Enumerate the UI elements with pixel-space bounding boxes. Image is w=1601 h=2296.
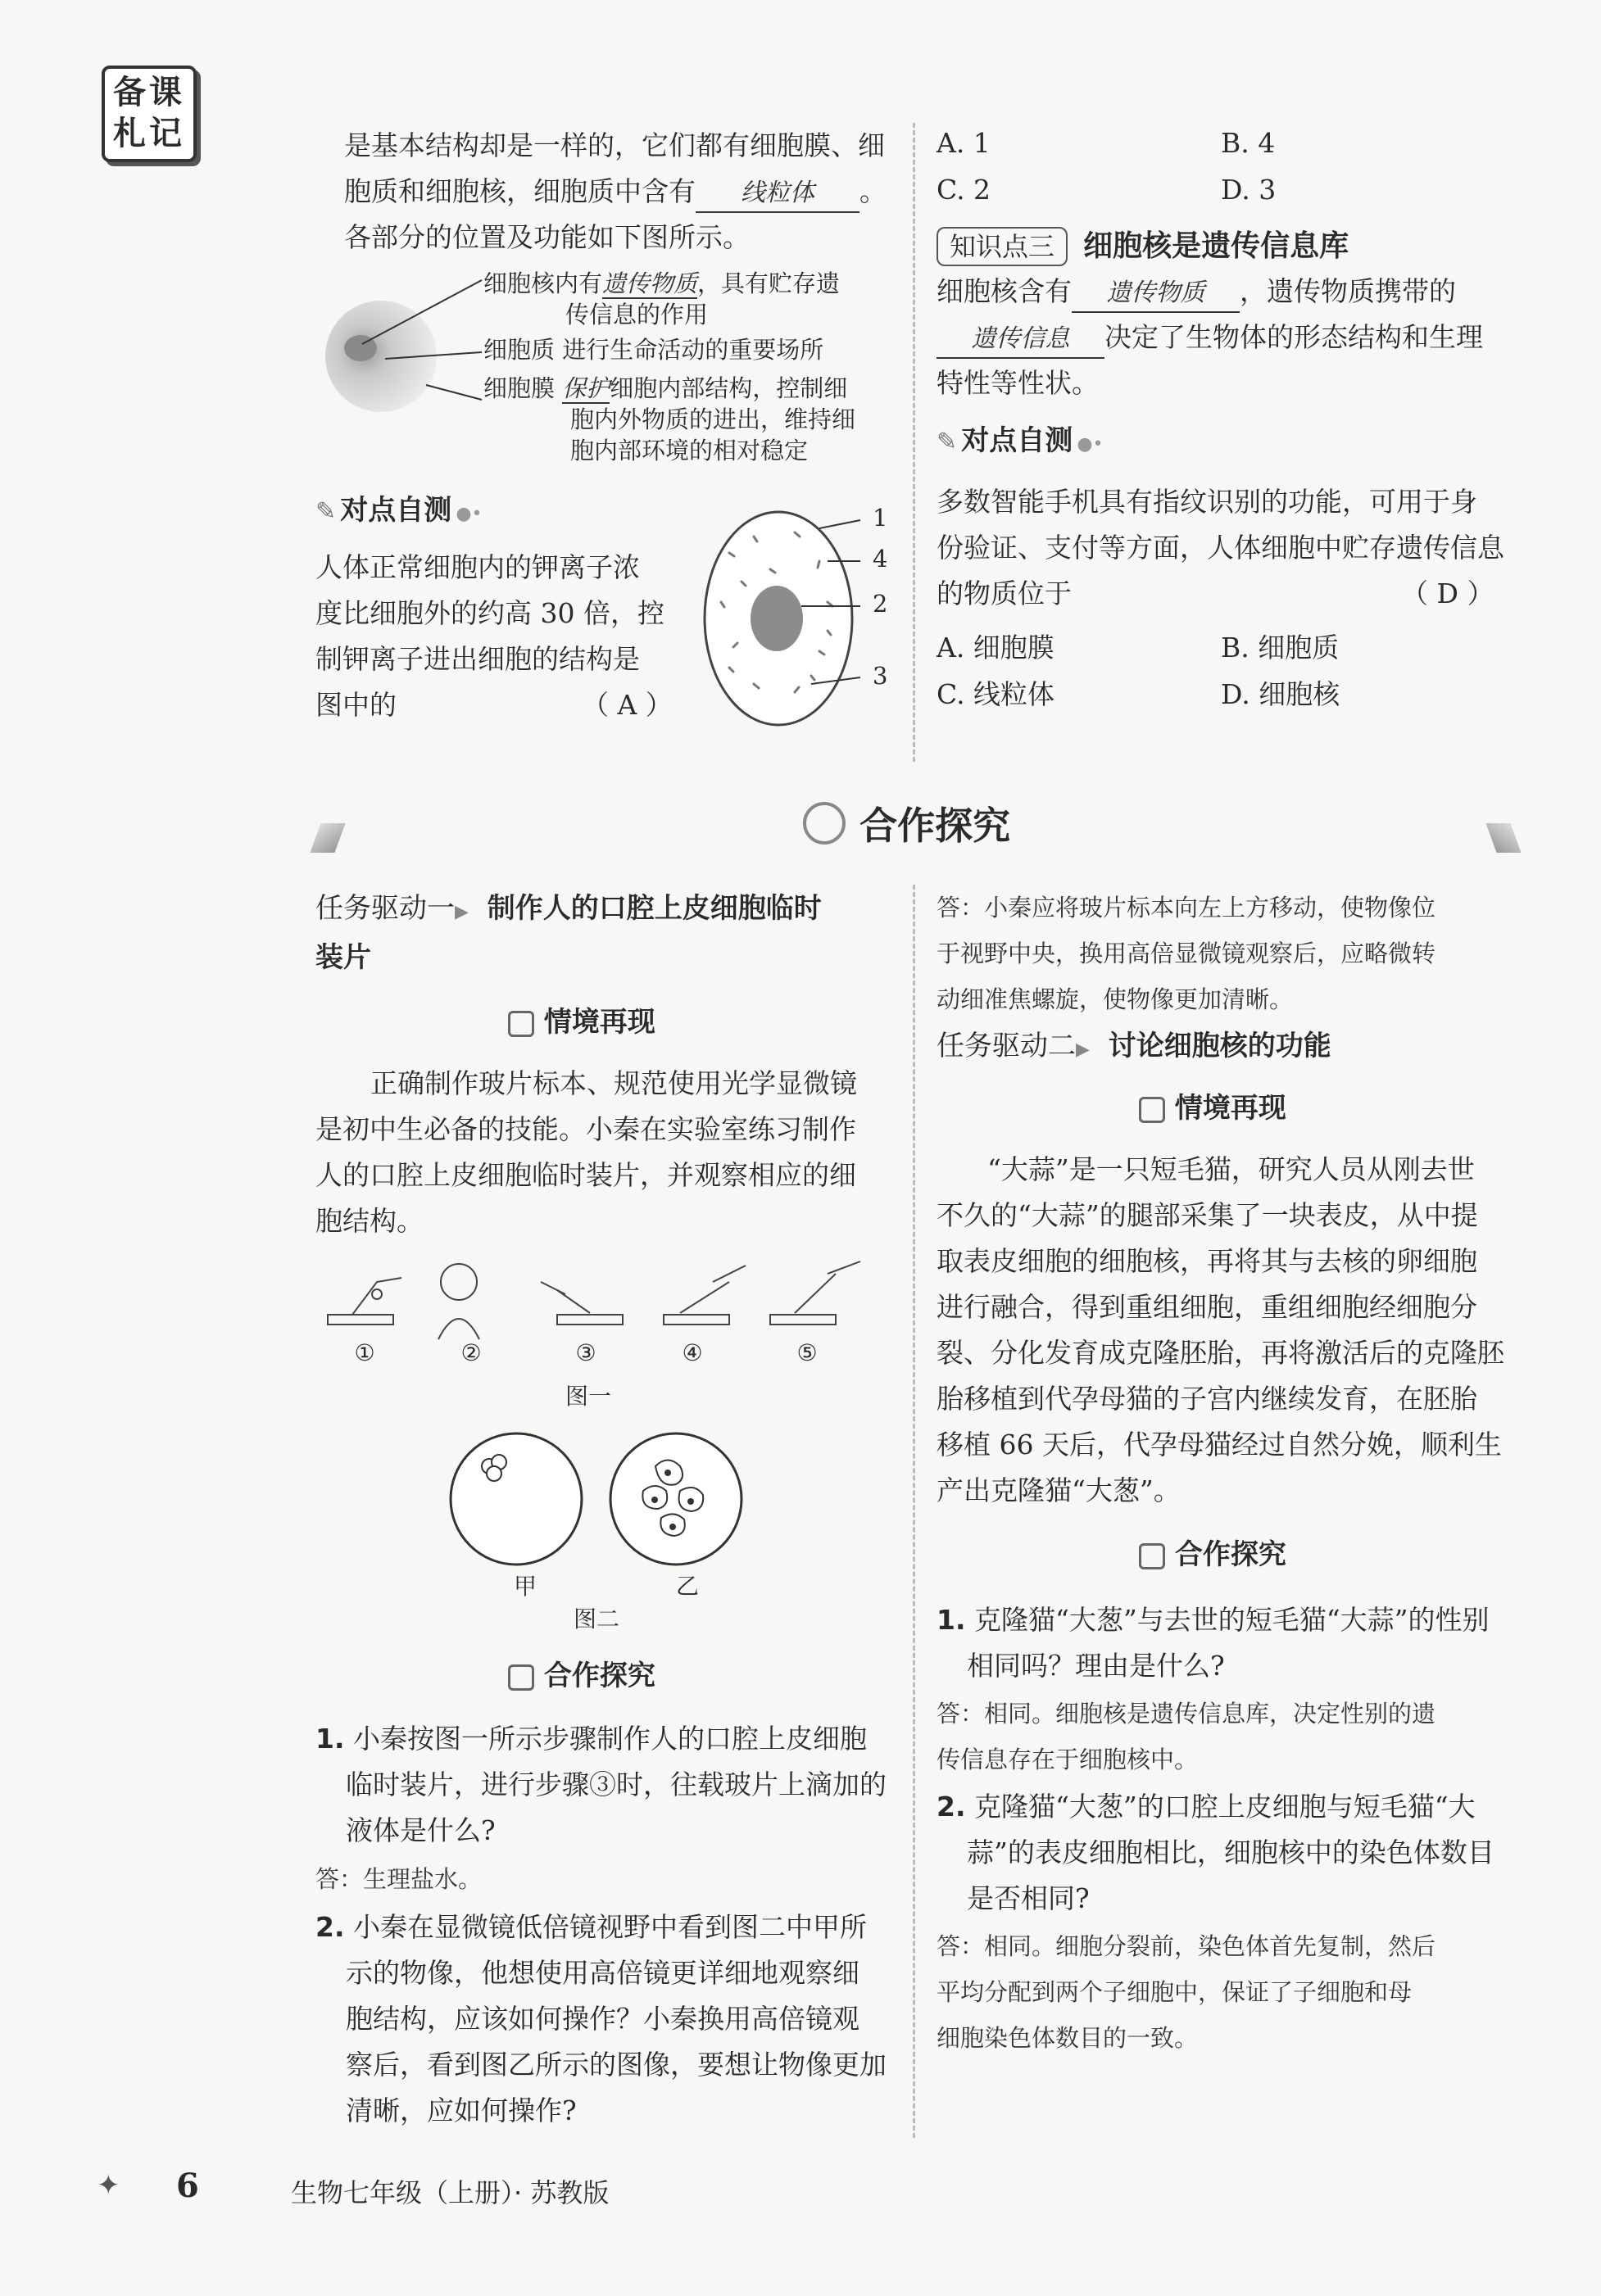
section-rule-right [1485,823,1521,853]
selftest-right-answer: （ D ） [1401,577,1494,609]
mitochondria-blank: 线粒体 [696,175,859,213]
scene-2-p4: 进行融合，得到重组细胞，重组细胞经细胞分 [937,1291,1477,1323]
cytoplasm-label: 细胞质 [483,336,556,364]
coop-heading-left [508,1653,655,1693]
book-icon [508,1011,534,1037]
selftest-right-heading [937,418,1104,458]
badge-line1: 备课 [113,74,185,111]
figure-2-label-jia: 甲 [514,1573,537,1600]
coop-heading-right [1139,1532,1286,1572]
q2-left-text-1: 小秦在显微镜低倍镜视野中看到图二中甲所 [353,1911,867,1943]
selftest-left-answer: （ A ） [582,689,673,721]
figure-1-caption: 图一 [565,1383,612,1410]
page-number: 6 [176,2167,199,2205]
kp-tag: 知识点三 [937,227,1068,266]
selftest-left-q4: 图中的 [315,689,397,721]
book-icon-4 [1139,1543,1165,1569]
kp-line-2 [937,315,1483,360]
step-5: ⑤ [796,1339,818,1366]
step-1: ① [354,1339,375,1366]
q2-left-line-5: 清晰，应如何操作? [346,2094,577,2126]
nucleus-desc-1 [483,268,840,299]
scene-2-p5: 裂、分化发育成克隆胚胎，再将激活后的克隆胚 [937,1337,1504,1369]
a2b-right-line-1: 答：相同。细胞分裂前，染色体首先复制，然后 [937,1932,1436,1960]
cell-label-1: 1 [873,504,888,532]
intro-line-2-post: 。 [859,175,887,207]
membrane-text-1: 细胞内部结构，控制细 [610,374,848,402]
a1-right-line-2: 传信息存在于细胞核中。 [937,1746,1199,1773]
coop-title-left: 合作探究 [543,1660,655,1692]
q2-left-line-2: 示的物像，他想使用高倍镜更详细地观察细 [346,1957,859,1989]
scene-2-p2: 不久的“大蒜”的腿部采集了一块表皮，从中提 [937,1199,1478,1231]
nucleus-text-pre: 内有 [555,269,603,297]
task-1-line-1 [315,885,822,936]
kp-line-1-pre: 细胞核含有 [937,275,1072,307]
task-2-label: 任务驱动二 [937,1030,1076,1062]
field-jia [451,1433,582,1565]
membrane-desc-1 [483,373,847,404]
a2b-right-line-2: 平均分配到两个子细胞中，保证了子细胞和母 [937,1978,1413,2006]
arrow-icon-2: ▶ [1076,1039,1090,1060]
arrow-icon: ▶ [455,902,469,922]
scene-heading-1 [508,999,655,1039]
knowledge-point-3 [937,223,1349,266]
badge-line2: 札记 [113,115,185,152]
scene-heading-2 [1139,1085,1286,1125]
a2-right-line-3: 动细准焦螺旋，使物像更加清晰。 [937,985,1294,1013]
step-3: ③ [575,1339,596,1366]
dots-icon-2: ●• [1077,434,1104,455]
q1-left-text-1: 小秦按图一所示步骤制作人的口腔上皮细胞 [353,1723,867,1755]
scene-title-2: 情境再现 [1174,1092,1286,1125]
task-1-title-1: 制作人的口腔上皮细胞临时 [487,892,822,925]
step-4: ④ [682,1339,703,1366]
selftest-right-q1: 多数智能手机具有指纹识别的功能，可用于身 [937,486,1477,518]
a2-right-line-2: 于视野中央，换用高倍显微镜观察后，应略微转 [937,940,1436,967]
a1-left: 答：生理盐水。 [315,1865,483,1893]
scene-title-1: 情境再现 [543,1006,655,1039]
section-title: 合作探究 [859,804,1011,848]
scene-2-p3: 取表皮细胞的细胞核，再将其与去核的卵细胞 [937,1245,1477,1277]
column-divider-bottom [913,885,915,2138]
scene-1-p2: 是初中生必备的技能。小秦在实验室练习制作 [315,1113,856,1145]
q1-right-number: 1. [937,1604,966,1636]
kp-line-1-post: ，遗传物质携带的 [1240,275,1456,307]
option-c: C. 2 [937,174,991,206]
task-1-line-2 [315,934,371,981]
scene-1-p4: 胞结构。 [315,1205,424,1237]
q2-left-number: 2. [315,1911,345,1943]
selftest-right-opt-c: C. 线粒体 [937,678,1055,710]
q2-right-number: 2. [937,1791,966,1823]
column-divider-top [913,123,915,762]
notes-badge [102,66,197,162]
cell-nucleus-figure [751,586,803,651]
book-icon-2 [508,1664,534,1691]
pencil-icon: ✎ [315,497,337,526]
kp-blank-1: 遗传物质 [1072,275,1240,313]
q2-left-line-4: 察后，看到图乙所示的图像，要想让物像更加 [346,2049,887,2081]
figure-2-label-yi: 乙 [676,1573,700,1600]
section-rule-left [310,823,345,853]
selftest-left-q1: 人体正常细胞内的钾离子浓 [315,551,640,583]
footer-book-title: 生物七年级（上册）· 苏教版 [291,2177,610,2208]
q2-right-text-1: 克隆猫“大葱”的口腔上皮细胞与短毛猫“大 [974,1791,1476,1823]
intro-line-1: 是基本结构却是一样的，它们都有细胞膜、细 [344,129,885,161]
coop-title-right: 合作探究 [1174,1538,1286,1571]
a2-right-line-1: 答：小秦应将玻片标本向左上方移动，使物像位 [937,894,1436,922]
scene-2-p6: 胎移植到代孕母猫的子宫内继续发育，在胚胎 [937,1383,1477,1415]
intro-line-3: 各部分的位置及功能如下图所示。 [344,221,750,253]
kp-title: 细胞核是遗传信息库 [1083,229,1349,263]
q2-left-line-1 [315,1904,867,1950]
q2-right-line-2: 蒜”的表皮细胞相比，细胞核中的染色体数目 [967,1836,1494,1868]
nucleus-blank: 遗传物质 [602,269,698,297]
selftest-right-opt-b: B. 细胞质 [1221,632,1340,663]
footer-ornament: ✦ [97,2169,120,2202]
scene-1-p3: 人的口腔上皮细胞临时装片，并观察相应的细 [315,1159,856,1191]
q1-left-number: 1. [315,1723,345,1755]
selftest-left-title: 对点自测 [340,494,452,527]
option-a: A. 1 [937,127,991,159]
q1-left-line-1 [315,1716,867,1762]
selftest-right-opt-a: A. 细胞膜 [937,632,1054,663]
q1-left-line-2: 临时装片，进行步骤③时，往载玻片上滴加的 [346,1768,887,1800]
option-b: B. 4 [1221,127,1276,159]
pencil-icon-2: ✎ [937,428,958,456]
intro-line-2-pre: 胞质和细胞核，细胞质中含有 [344,175,696,207]
kp-line-2-post: 决定了生物体的形态结构和生理 [1104,321,1483,353]
q1-right-text-1: 克隆猫“大葱”与去世的短毛猫“大蒜”的性别 [974,1604,1490,1636]
q2-right-line-1 [937,1784,1476,1830]
a1-right-line-1: 答：相同。细胞核是遗传信息库，决定性别的遗 [937,1700,1436,1728]
selftest-left-q3: 制钾离子进出细胞的结构是 [315,643,640,675]
kp-line-1 [937,269,1456,315]
task-1-label: 任务驱动一 [315,892,455,925]
cytoplasm-text: 进行生命活动的重要场所 [562,336,824,364]
membrane-desc-2: 胞内外物质的进出，维持细 [570,405,856,433]
animal-cell-figure [696,504,901,737]
dots-icon: ●• [456,504,483,524]
kp-line-3: 特性等性状。 [937,367,1099,399]
selftest-right-q3: 的物质位于 [937,577,1072,609]
step-2: ② [460,1339,482,1366]
section-title-wrap [803,796,1010,850]
selftest-right-q2: 份验证、支付等方面，人体细胞中贮存遗传信息 [937,532,1504,564]
figure-1-steps [320,1249,893,1347]
selftest-right-title: 对点自测 [961,424,1073,457]
scene-2-p1: “大蒜”是一只短毛猫，研究人员从刚去世 [987,1153,1475,1185]
cell-label-3: 3 [873,662,888,690]
selftest-left-heading [315,487,483,528]
cell-label-4: 4 [873,545,888,573]
option-d: D. 3 [1221,174,1277,206]
figure-2-caption: 图二 [574,1605,620,1633]
field-yi [610,1433,742,1565]
selftest-left-q2: 度比细胞外的约高 30 倍，控 [315,597,664,629]
selftest-right-opt-d: D. 细胞核 [1221,678,1340,710]
q1-left-line-3: 液体是什么? [346,1814,496,1846]
nucleus-desc-2: 传信息的作用 [565,301,709,328]
task-1-title-2: 装片 [315,941,371,974]
book-icon-3 [1139,1097,1165,1123]
scene-2-p8: 产出克隆猫“大葱”。 [937,1474,1181,1506]
cell-label-2: 2 [873,590,888,618]
scene-1-p1: 正确制作玻片标本、规范使用光学显微镜 [370,1067,857,1099]
kp-blank-2: 遗传信息 [937,321,1104,359]
membrane-label: 细胞膜 [483,374,556,402]
scene-2-p7: 移植 66 天后，代孕母猫经过自然分娩，顺利生 [937,1429,1502,1460]
intro-line-2 [344,169,887,215]
nucleus-text-post: ，具有贮存遗 [697,269,841,297]
membrane-desc-3: 胞内部环境的相对稳定 [570,437,809,464]
magnifier-icon [803,802,846,845]
membrane-blank: 保护 [562,374,610,402]
cytoplasm-desc [483,334,823,365]
q2-left-line-3: 胞结构，应该如何操作？小秦换用高倍镜观 [346,2003,859,2035]
task-2-title: 讨论细胞核的功能 [1108,1030,1331,1062]
q2-right-line-3: 是否相同? [967,1882,1090,1914]
a2b-right-line-3: 细胞染色体数目的一致。 [937,2024,1199,2052]
q1-right-line-2: 相同吗？理由是什么? [967,1650,1225,1682]
task-2-line [937,1022,1331,1074]
q1-right-line-1 [937,1597,1489,1643]
nucleus-label: 细胞核 [483,269,556,297]
figure-2-fields [447,1429,750,1573]
